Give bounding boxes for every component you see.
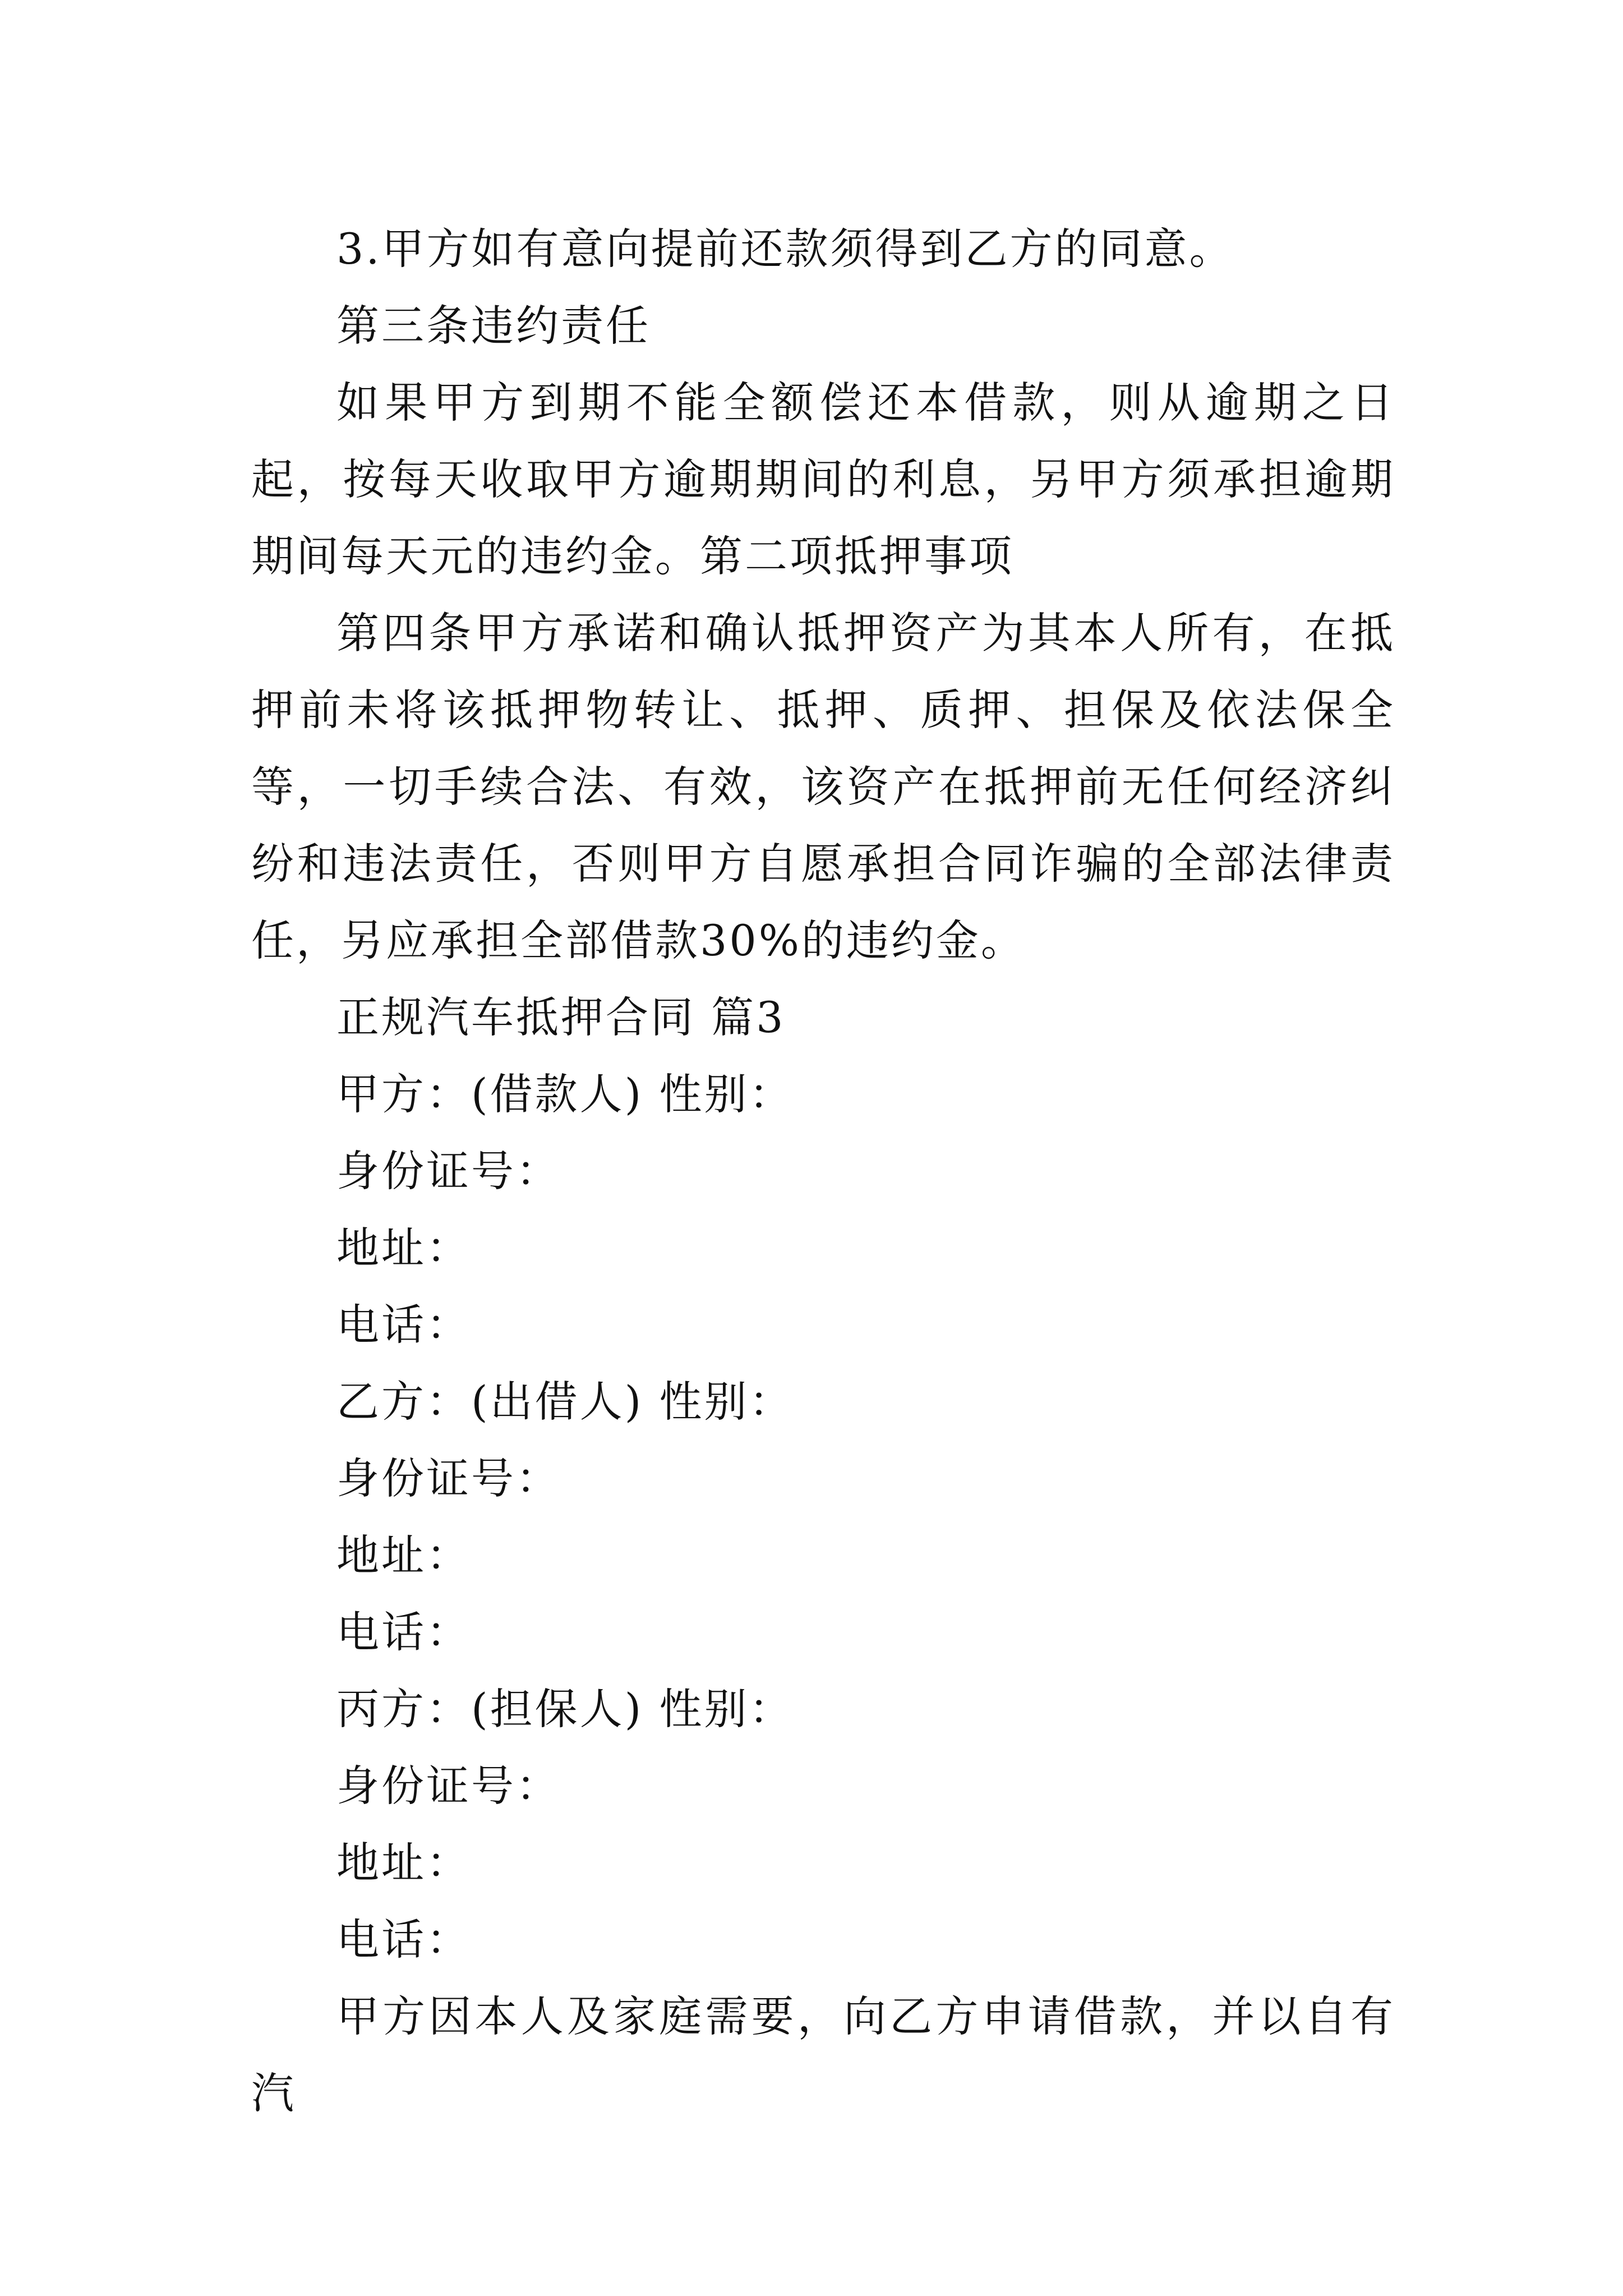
party-c-phone-line: 电话： — [336, 1915, 471, 1964]
section-heading: 第三条违约责任 — [336, 301, 651, 351]
party-c-line: 丙方：(担保人) 性别： — [336, 1684, 794, 1734]
paragraph: 第四条甲方承诺和确认抵押资产为其本人所有，在抵押前未将该抵押物转让、抵押、质押、担保及依法保全等，一切手续合法、有效，该资产在抵押前无任何经济纠纷和违法责任，否则甲方自愿承担合同诈骗的全部法律责任，另应承担全部借款30%的违约金。 — [251, 608, 1395, 965]
party-b-phone-line: 电话： — [336, 1607, 471, 1657]
paragraph: 甲方因本人及家庭需要，向乙方申请借款，并以自有汽 — [251, 1991, 1395, 2118]
party-c-id-line: 身份证号： — [336, 1761, 561, 1811]
party-a-line: 甲方：(借款人) 性别： — [336, 1069, 794, 1119]
party-a-address-line: 地址： — [336, 1223, 471, 1273]
party-b-id-line: 身份证号： — [336, 1453, 561, 1503]
contract-title: 正规汽车抵押合同 篇3 — [336, 992, 786, 1042]
paragraph: 如果甲方到期不能全额偿还本借款，则从逾期之日起，按每天收取甲方逾期期间的利息，另甲方须承担逾期期间每天元的违约金。第二项抵押事项 — [251, 378, 1395, 581]
party-c-address-line: 地址： — [336, 1838, 471, 1888]
party-a-id-line: 身份证号： — [336, 1146, 561, 1196]
party-b-address-line: 地址： — [336, 1530, 471, 1580]
party-a-phone-line: 电话： — [336, 1300, 471, 1350]
document-body — [251, 210, 1395, 2132]
paragraph: 3.甲方如有意向提前还款须得到乙方的同意。 — [336, 224, 1234, 274]
party-b-line: 乙方：(出借人) 性别： — [336, 1377, 794, 1427]
